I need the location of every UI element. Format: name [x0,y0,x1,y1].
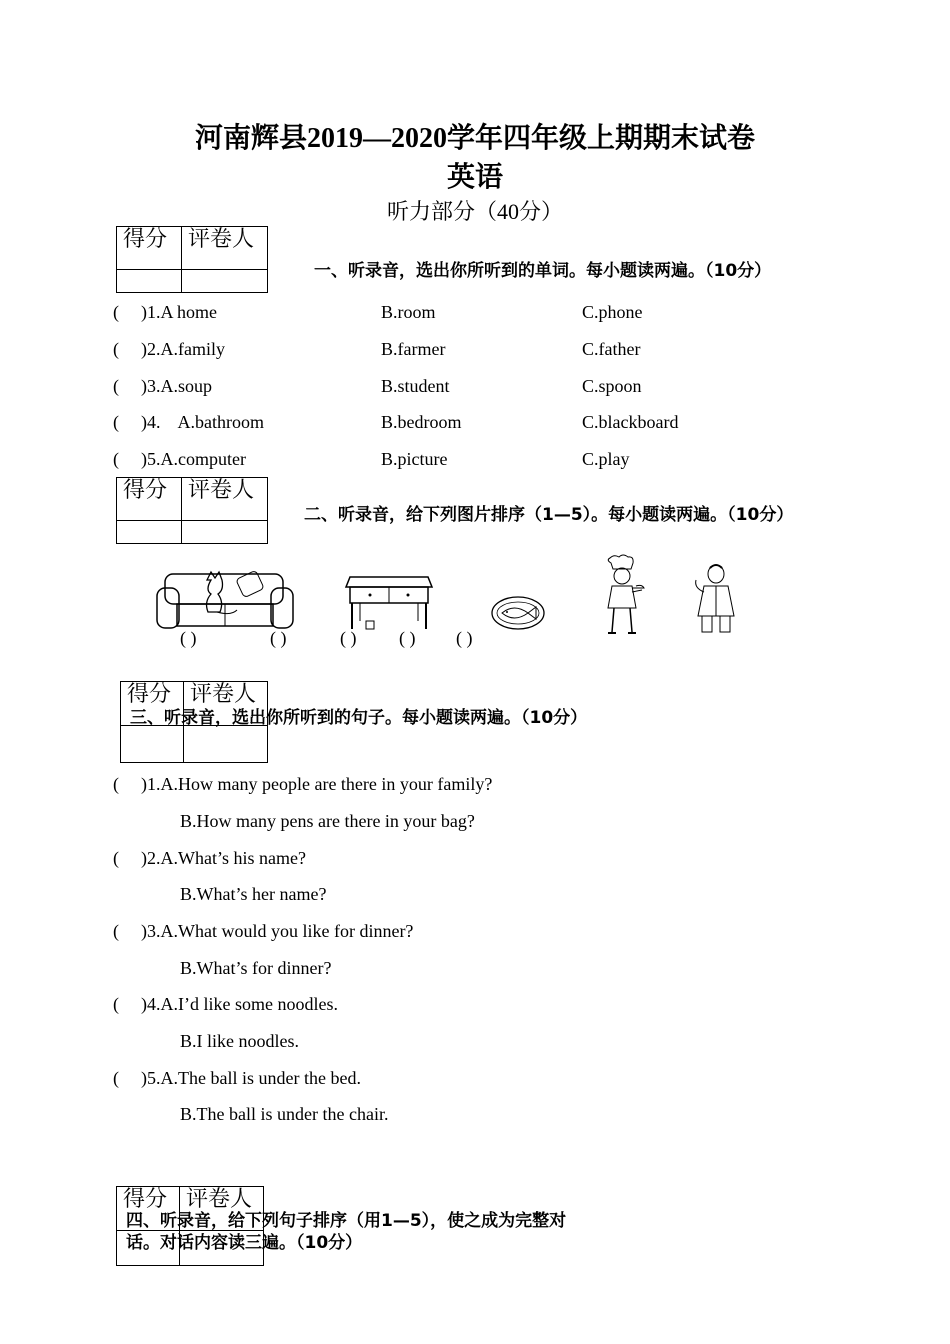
section1-item-3-c: C.spoon [582,376,642,396]
section1-item-4-b: B.bedroom [381,412,462,432]
picture-blank-4: ( ) [399,628,416,648]
grader-label: 评卷人 [182,227,268,270]
section1-item-5-c: C.play [582,449,630,469]
section1-item-1-c: C.phone [582,302,643,322]
table-image [344,571,434,631]
section1-item-3-b: B.student [381,376,450,396]
picture-blank-3: ( ) [340,628,357,648]
section3-item-5-b: B.The ball is under the chair. [180,1104,389,1124]
section4-instruction-line1: 四、听录音，给下列句子排序（用1—5），使之成为完整对 [126,1211,567,1231]
section1-item-5: ( )5.A.computer [113,449,246,469]
section3-item-4-b: B.I like noodles. [180,1031,299,1051]
chef-image [600,554,646,636]
section3-item-3-b: B.What’s for dinner? [180,958,332,978]
grader-label: 评卷人 [184,682,268,726]
listening-heading: 听力部分（40分） [386,199,563,224]
score-label: 得分 [121,682,184,726]
section3-instruction: 三、听录音，选出你所听到的句子。每小题读两遍。（10分） [130,708,588,728]
section1-item-1: ( )1.A home [113,302,217,322]
section3-item-1: ( )1.A.How many people are there in your family? [113,774,493,794]
section1-item-5-b: B.picture [381,449,448,469]
picture-blank-5: ( ) [456,628,473,648]
section1-instruction: 一、听录音，选出你所听到的单词。每小题读两遍。（10分） [314,261,772,281]
fish-plate-image [490,594,546,632]
grader-label: 评卷人 [182,478,268,521]
sofa-cat-image [155,566,295,632]
exam-title: 河南辉县2019—2020学年四年级上期期末试卷 [194,123,755,154]
doctor-image [690,562,742,636]
section3-item-2: ( )2.A.What’s his name? [113,848,306,868]
subject-title: 英语 [446,162,503,193]
section4-instruction-line2: 话。对话内容读三遍。（10分） [126,1233,363,1253]
section3-item-2-b: B.What’s her name? [180,884,327,904]
picture-blank-2: ( ) [270,628,287,648]
score-label: 得分 [117,478,182,521]
section2-instruction: 二、听录音，给下列图片排序（1—5）。每小题读两遍。（10分） [304,505,794,525]
section1-item-4-c: C.blackboard [582,412,679,432]
score-label: 得分 [117,227,182,270]
score-label: 得分 [117,1187,180,1231]
section1-item-1-b: B.room [381,302,436,322]
section3-item-3: ( )3.A.What would you like for dinner? [113,921,414,941]
section3-item-4: ( )4.A.I’d like some noodles. [113,994,338,1014]
section1-item-4: ( )4. A.bathroom [113,412,264,432]
section1-item-3: ( )3.A.soup [113,376,212,396]
section1-item-2-c: C.father [582,339,641,359]
section3-item-1-b: B.How many pens are there in your bag? [180,811,475,831]
picture-blank-1: ( ) [180,628,197,648]
grader-label: 评卷人 [180,1187,264,1231]
section3-item-5: ( )5.A.The ball is under the bed. [113,1068,361,1088]
section1-item-2: ( )2.A.family [113,339,225,359]
score-box-1 [116,226,268,293]
score-box-2 [116,477,268,544]
section1-item-2-b: B.farmer [381,339,446,359]
